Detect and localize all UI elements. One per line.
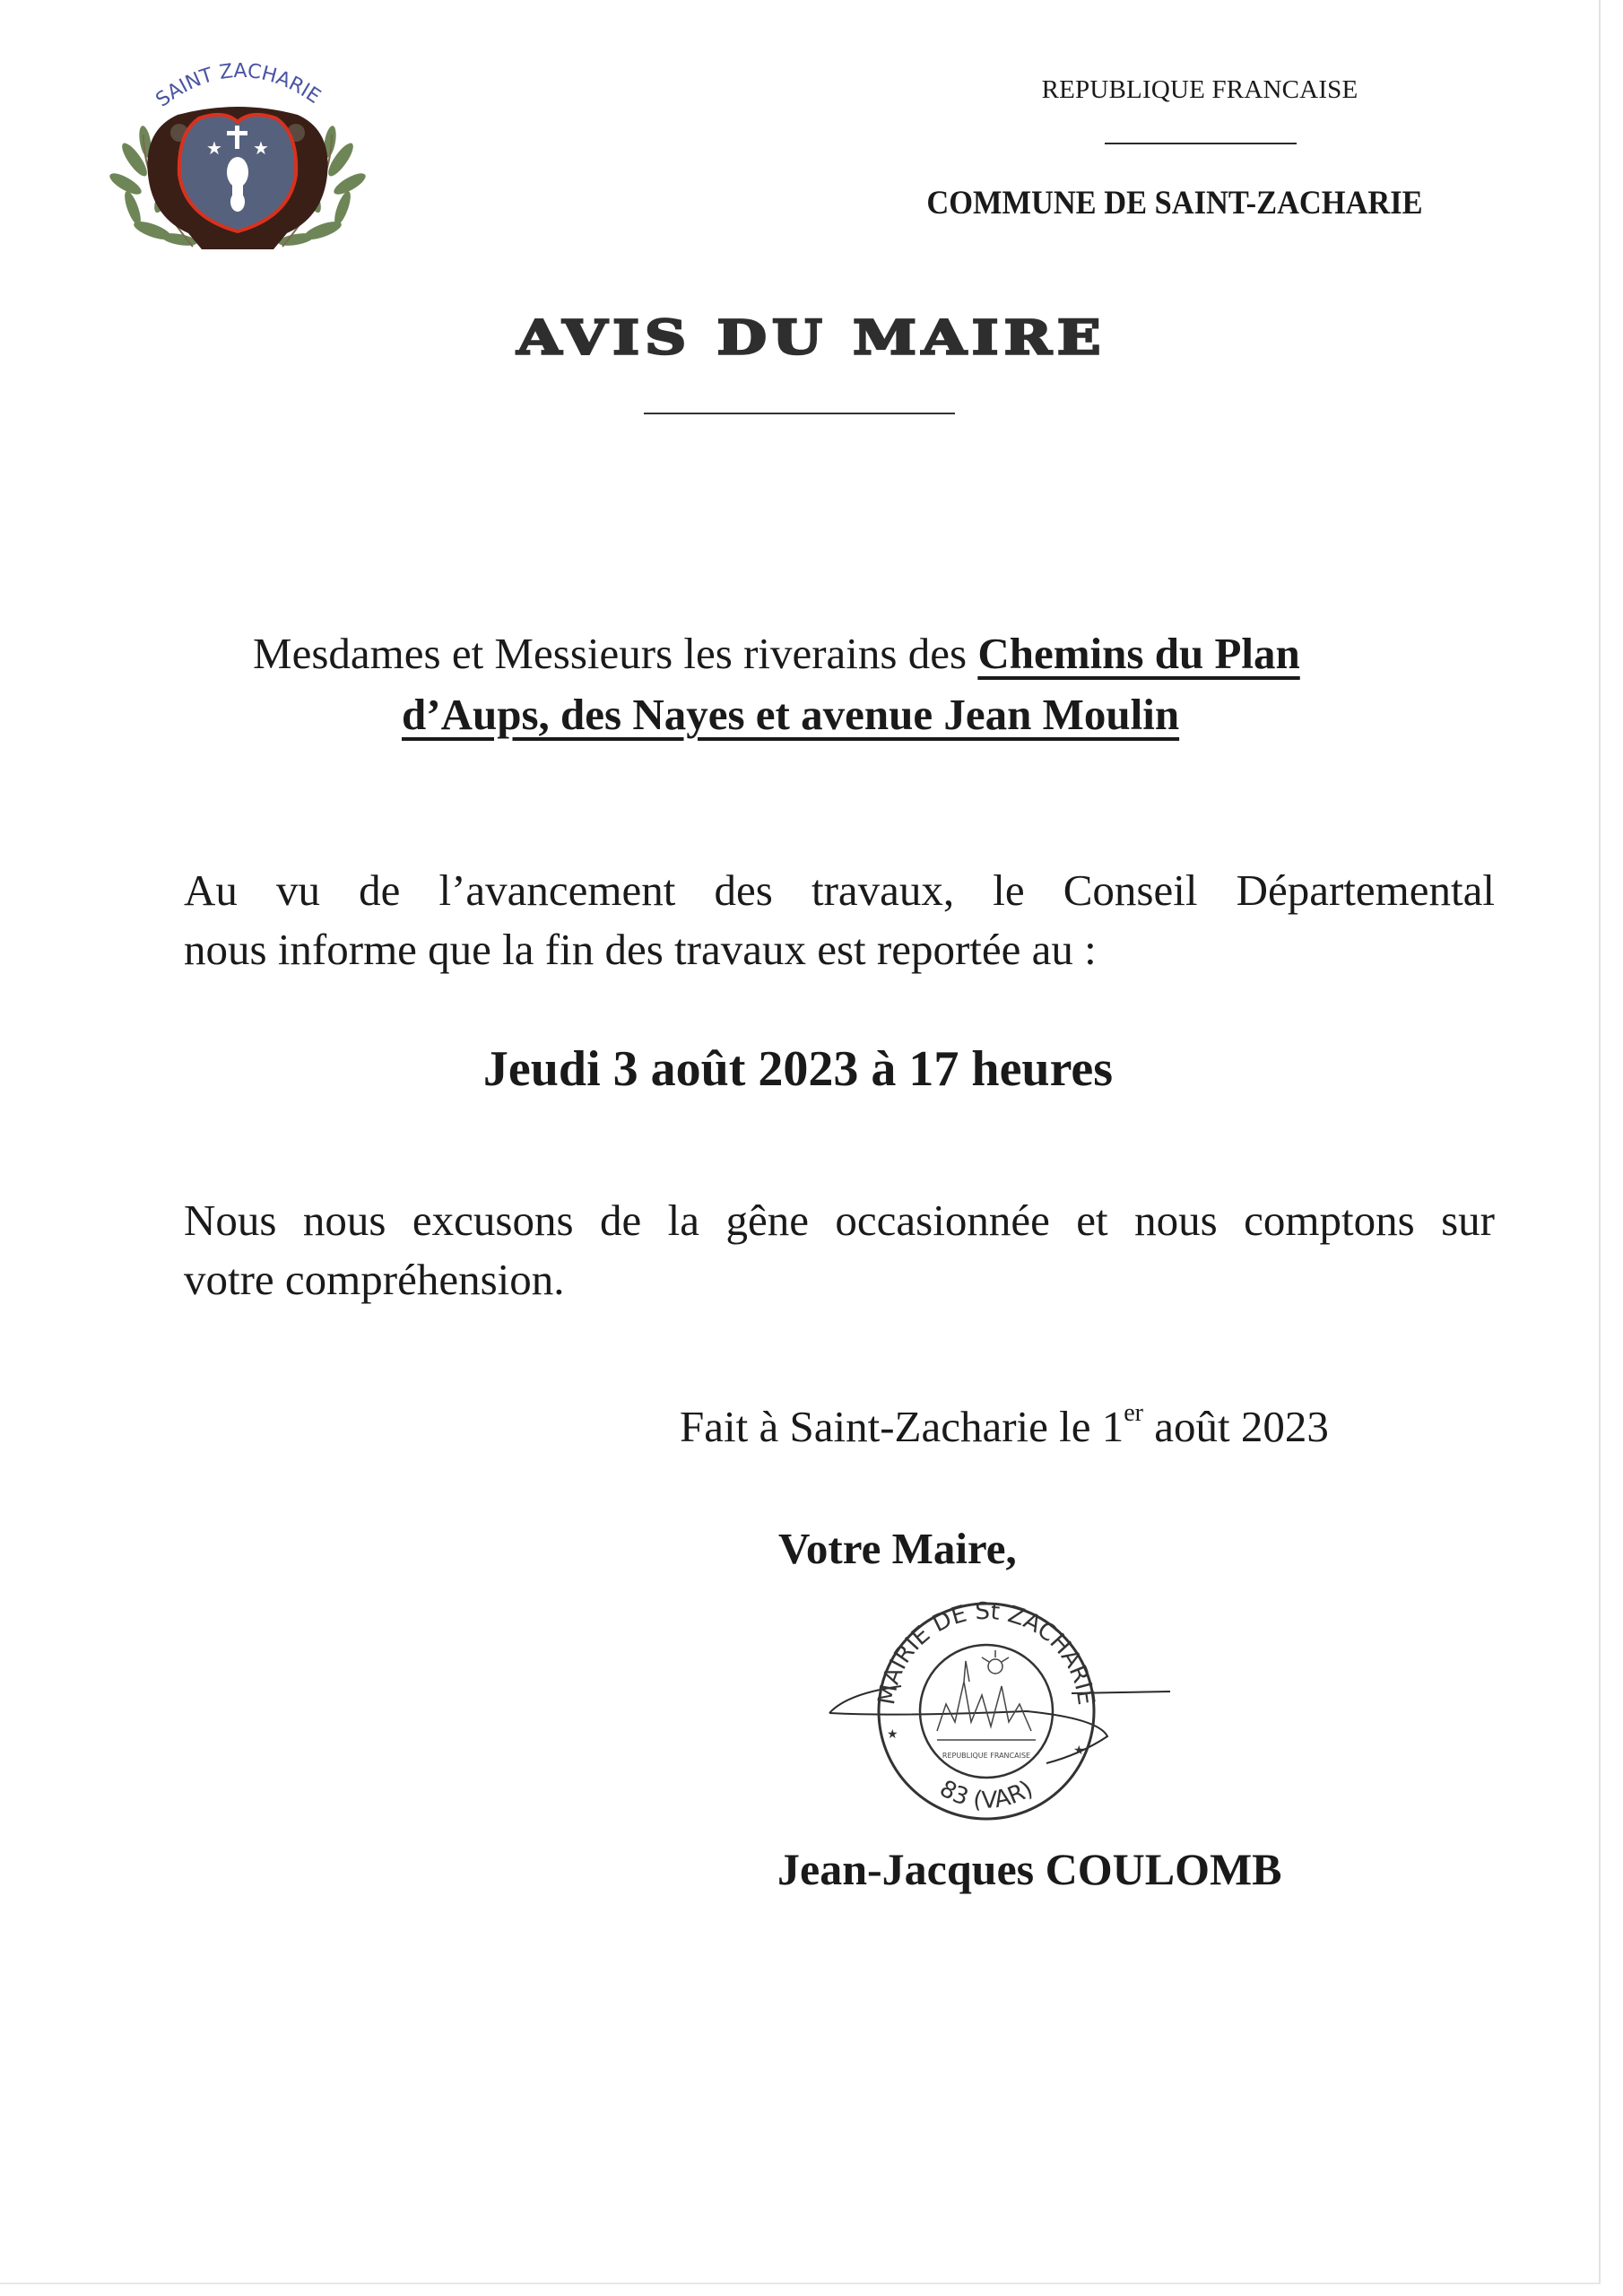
title-divider (644, 413, 955, 414)
notice-title: AVIS DU MAIRE (516, 310, 1107, 366)
place-date-suffix: août 2023 (1143, 1402, 1329, 1451)
star-left-icon: ★ (206, 137, 222, 159)
streets-highlight-2: d’Aups, des Nayes et avenue Jean Moulin (402, 690, 1180, 739)
place-date-ordinal: er (1124, 1399, 1144, 1427)
new-end-date: Jeudi 3 août 2023 à 17 heures (482, 1041, 1114, 1097)
apology-paragraph (184, 1191, 1495, 1309)
scan-edge-bottom (0, 2283, 1601, 2284)
star-right-icon: ★ (253, 137, 269, 159)
stamp-inner-text: REPUBLIQUE FRANCAISE (942, 1752, 1031, 1760)
republic-heading: REPUBLIQUE FRANCAISE (1041, 75, 1358, 104)
scan-edge-right (1599, 0, 1601, 2283)
town-crest-logo (108, 54, 368, 256)
greeting-line-1 (253, 628, 1300, 679)
village-engraving-icon (937, 1650, 1036, 1740)
stamp-star-right-icon: ★ (1073, 1744, 1085, 1758)
works-paragraph-line-1: Au vu de l’avancement des travaux, le Conseil Départemental (184, 865, 1495, 915)
works-paragraph-line-2: nous informe que la fin des travaux est reportée au : (184, 925, 1097, 974)
closing-line: Votre Maire, (778, 1524, 1017, 1573)
greeting-prefix: Mesdames et Messieurs les riverains des (253, 629, 978, 678)
stamp-star-left-icon: ★ (887, 1728, 898, 1742)
stamp-outer-text: MAIRIE DE St ZACHARIE (872, 1597, 1099, 1707)
place-and-date (680, 1401, 1329, 1452)
apology-line-2: votre compréhension. (184, 1255, 565, 1304)
mairie-stamp (812, 1587, 1179, 1821)
header-divider (1105, 143, 1297, 144)
commune-heading: COMMUNE DE SAINT-ZACHARIE (926, 185, 1423, 222)
works-paragraph (184, 861, 1495, 979)
streets-highlight-1: Chemins du Plan (977, 629, 1300, 678)
stamp-bottom-text: 83 (VAR) (934, 1775, 1038, 1814)
crest-text: SAINT ZACHARIE (152, 59, 325, 112)
place-date-prefix: Fait à Saint-Zacharie le 1 (680, 1402, 1124, 1451)
mayor-name: Jean-Jacques COULOMB (777, 1844, 1282, 1894)
apology-line-1: Nous nous excusons de la gêne occasionnée et nous comptons sur (184, 1196, 1495, 1245)
